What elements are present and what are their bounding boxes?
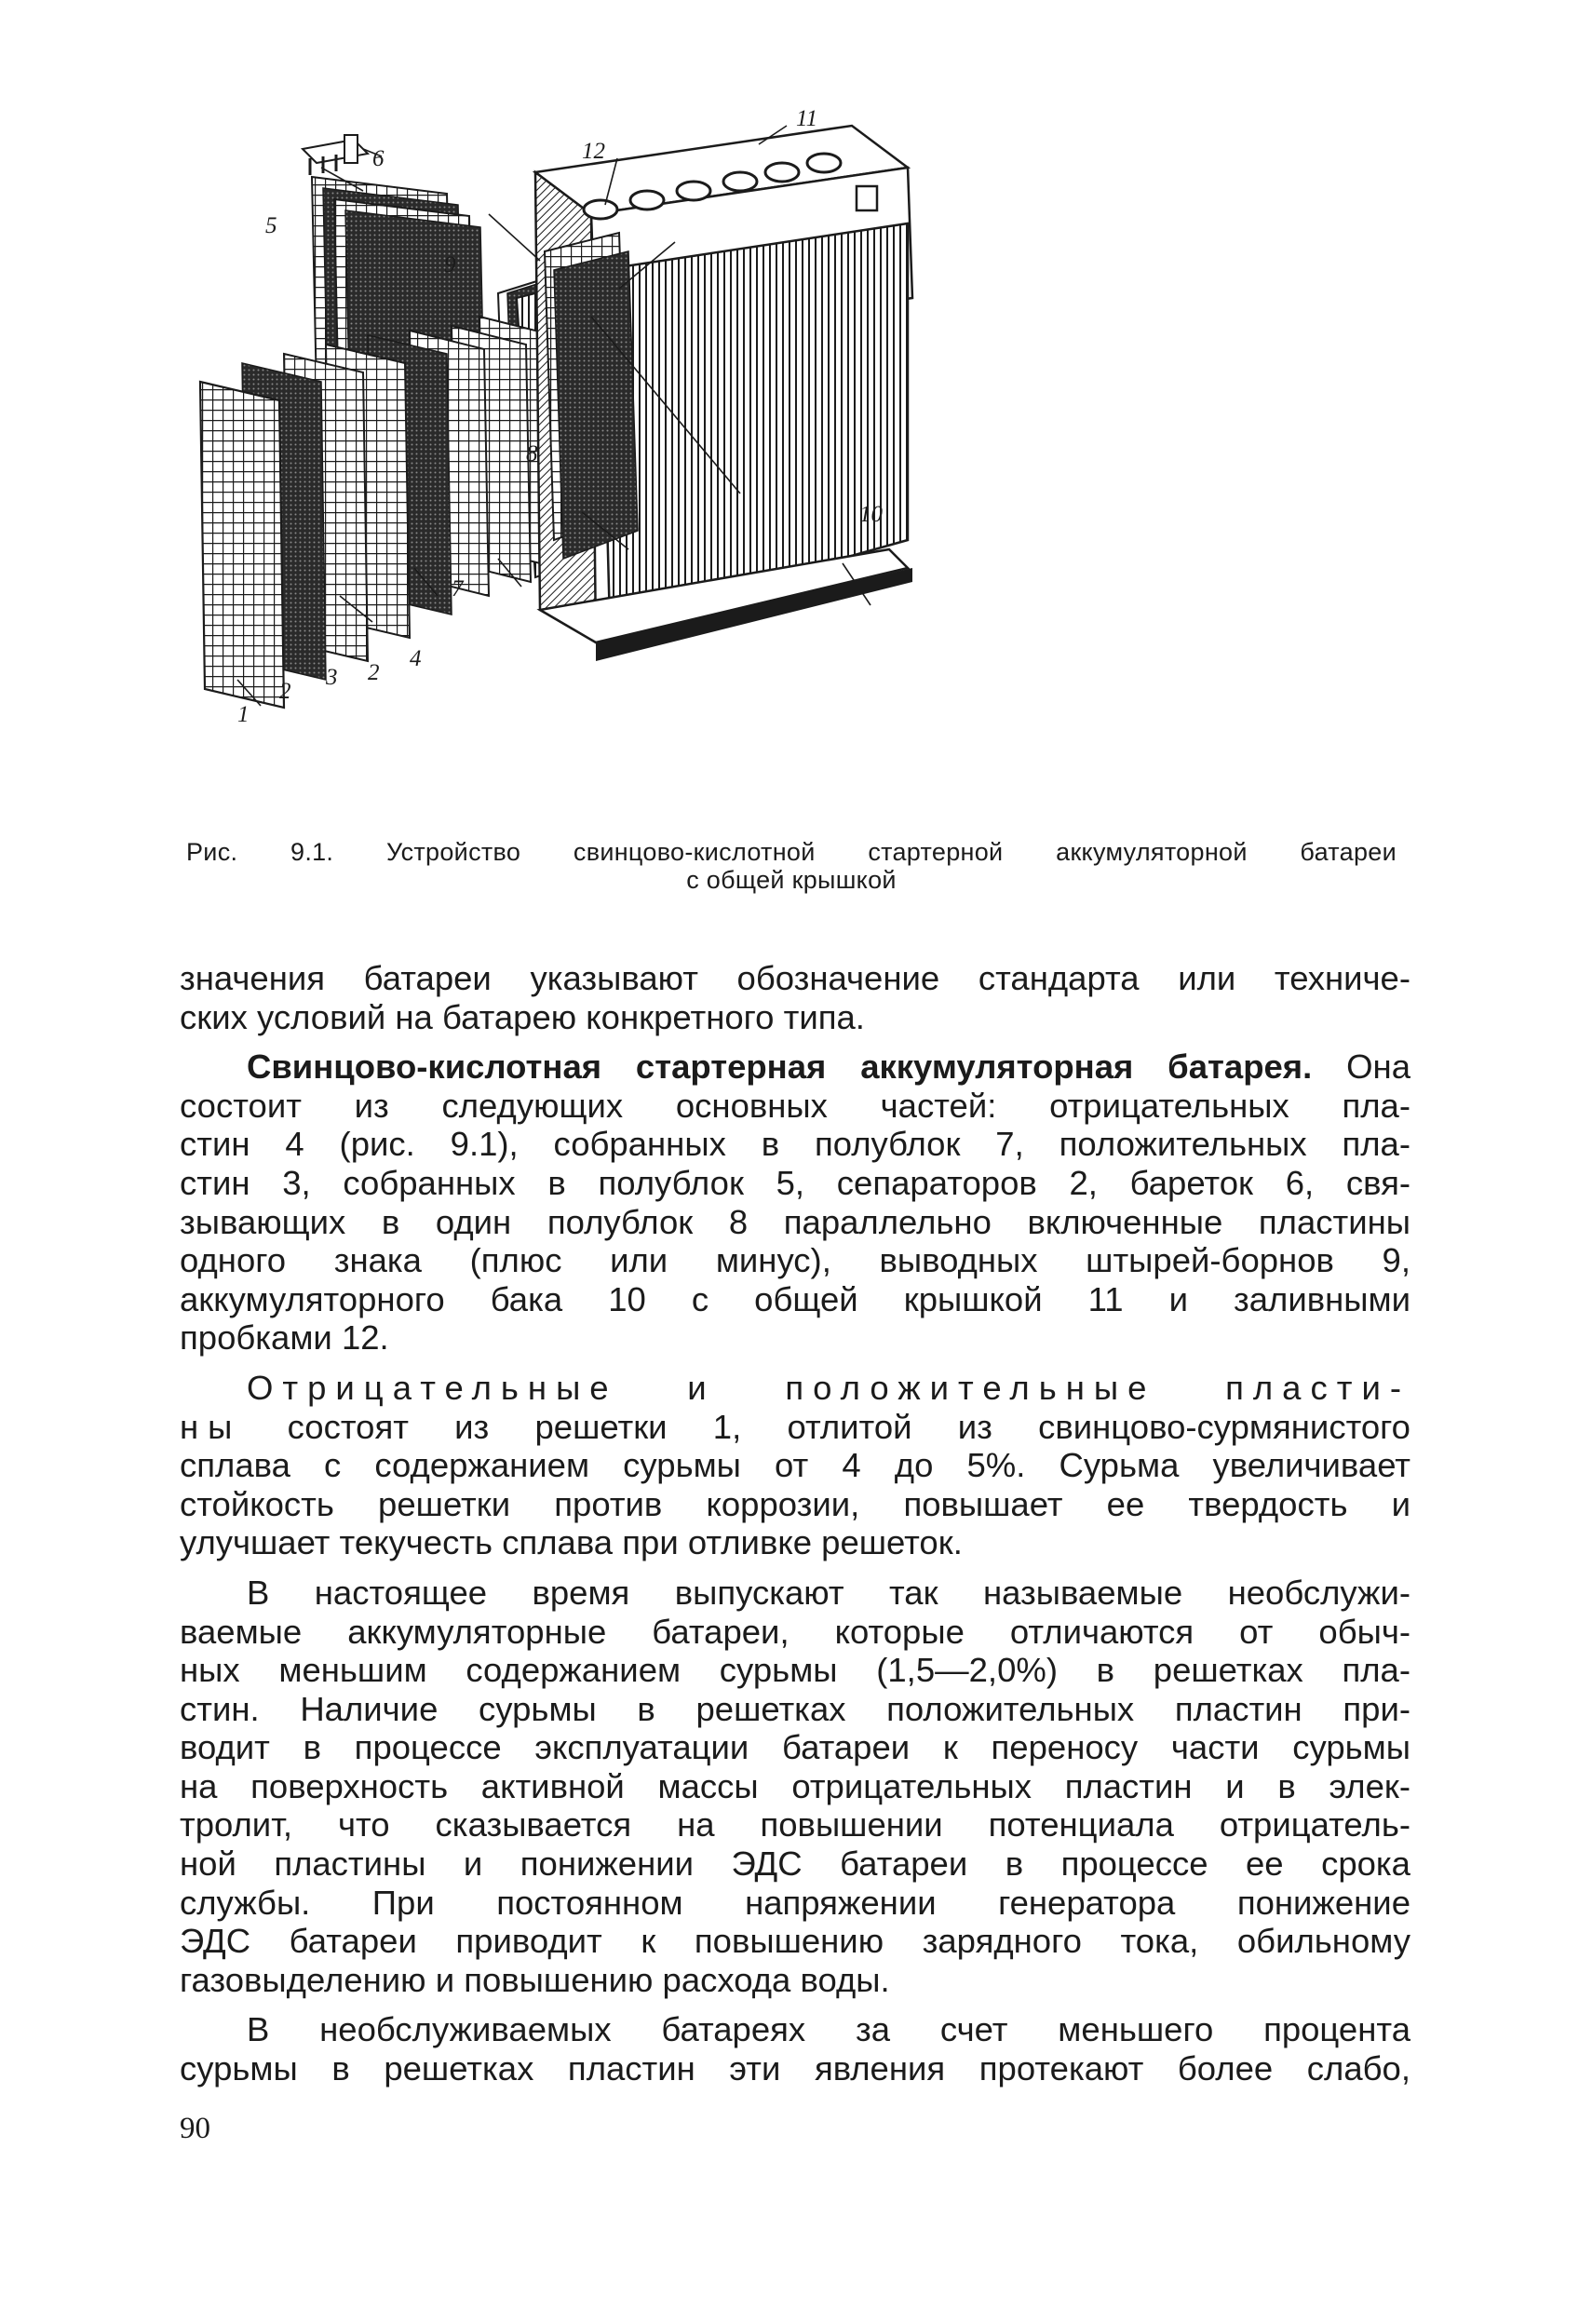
text-line: ЭДС батареи приводит к повышению зарядного тока, обильному <box>180 1922 1410 1961</box>
callout-6: 6 <box>372 146 385 171</box>
text-line: ваемые аккумуляторные батареи, которые отличаются от обыч- <box>180 1612 1410 1651</box>
callout-12: 12 <box>582 139 605 164</box>
battery-figure <box>182 102 1401 819</box>
callout-11: 11 <box>796 106 818 131</box>
text-line: аккумуляторного бака 10 с общей крышкой 11 и заливными <box>180 1279 1410 1318</box>
section-heading: Свинцово-кислотная стартерная аккумуляторная батарея. <box>247 1047 1313 1087</box>
body-text <box>180 959 1410 2088</box>
text-line: сплава с содержанием сурьмы от 4 до 5%. Сурьма увеличивает <box>180 1446 1410 1485</box>
caption-line-1: Рис. 9.1. Устройство свинцово-кислотной стартерной аккумуляторной батареи <box>186 838 1397 866</box>
text-line: пробками 12. <box>180 1318 389 1358</box>
paragraph-3 <box>180 1369 1410 1562</box>
text-line: В настоящее время выпускают так называемые необслужи- <box>247 1573 1410 1612</box>
text-line: ной пластины и понижении ЭДС батареи в процессе ее срока <box>180 1844 1410 1884</box>
callout-2: 2 <box>279 679 291 704</box>
text-line: на поверхность активной массы отрицательных пластин и в элек- <box>180 1766 1410 1805</box>
paragraph-2 <box>180 1047 1410 1358</box>
text-line: стин. Наличие сурьмы в решетках положительных пластин при- <box>180 1689 1410 1728</box>
text-line: ных меньшим содержанием сурьмы (1,5—2,0%) в решетках пла- <box>180 1651 1410 1690</box>
text-line: стойкость решетки против коррозии, повышает ее твердость и <box>180 1484 1410 1523</box>
text-line: состоят из решетки 1, отлитой из свинцово-сурмянистого <box>287 1407 1410 1446</box>
callout-4: 4 <box>410 646 422 671</box>
paragraph-1 <box>180 959 1410 1036</box>
text-line: ских условий на батарею конкретного типа. <box>180 997 865 1036</box>
text-line: зывающих в один полублок 8 параллельно включенные пластины <box>180 1202 1410 1241</box>
text-line: тролит, что сказывается на повышении потенциала отрицатель- <box>180 1805 1410 1844</box>
callout-3: 3 <box>326 665 338 690</box>
battery-case <box>535 126 912 661</box>
text-line: Она <box>1346 1047 1410 1087</box>
callout-2b: 2 <box>368 660 380 685</box>
callout-8: 8 <box>526 441 538 466</box>
callout-5: 5 <box>265 213 277 238</box>
text-line: В необслуживаемых батареях за счет меньшего процента <box>247 2010 1410 2049</box>
callout-9: 9 <box>444 252 456 277</box>
text-line: службы. При постоянном напряжении генератора понижение <box>180 1883 1410 1922</box>
text-line: стин 3, собранных в полублок 5, сепараторов 2, бареток 6, свя- <box>180 1163 1410 1202</box>
plate-stack <box>200 317 559 708</box>
figure-caption <box>186 838 1397 894</box>
bar-strap <box>303 135 368 175</box>
paragraph-4 <box>180 1574 1410 2000</box>
spaced-text: Отрицательные и положительные пласти- <box>247 1368 1410 1407</box>
text-line: сурьмы в решетках пластин эти явления протекают более слабо, <box>180 2049 1410 2088</box>
text-line: стин 4 (рис. 9.1), собранных в полублок 7, положительных пла- <box>180 1125 1410 1164</box>
text-line: улучшает текучесть сплава при отливке решеток. <box>180 1523 963 1562</box>
text-line: водит в процессе эксплуатации батареи к переносу части сурьмы <box>180 1728 1410 1767</box>
text-line: значения батареи указывают обозначение стандарта или техниче- <box>180 959 1410 997</box>
text-line: состоит из следующих основных частей: отрицательных пла- <box>180 1086 1410 1125</box>
paragraph-5 <box>180 2010 1410 2088</box>
text-line: одного знака (плюс или минус), выводных штырей-борнов 9, <box>180 1241 1410 1280</box>
page-number: 90 <box>180 2112 210 2145</box>
spaced-text: ны <box>180 1407 242 1446</box>
caption-line-2: с общей крышкой <box>686 866 897 894</box>
callout-7: 7 <box>452 576 464 601</box>
callout-1: 1 <box>237 702 250 727</box>
text-line: газовыделению и повышению расхода воды. <box>180 1960 890 1999</box>
callout-10: 10 <box>859 502 883 527</box>
